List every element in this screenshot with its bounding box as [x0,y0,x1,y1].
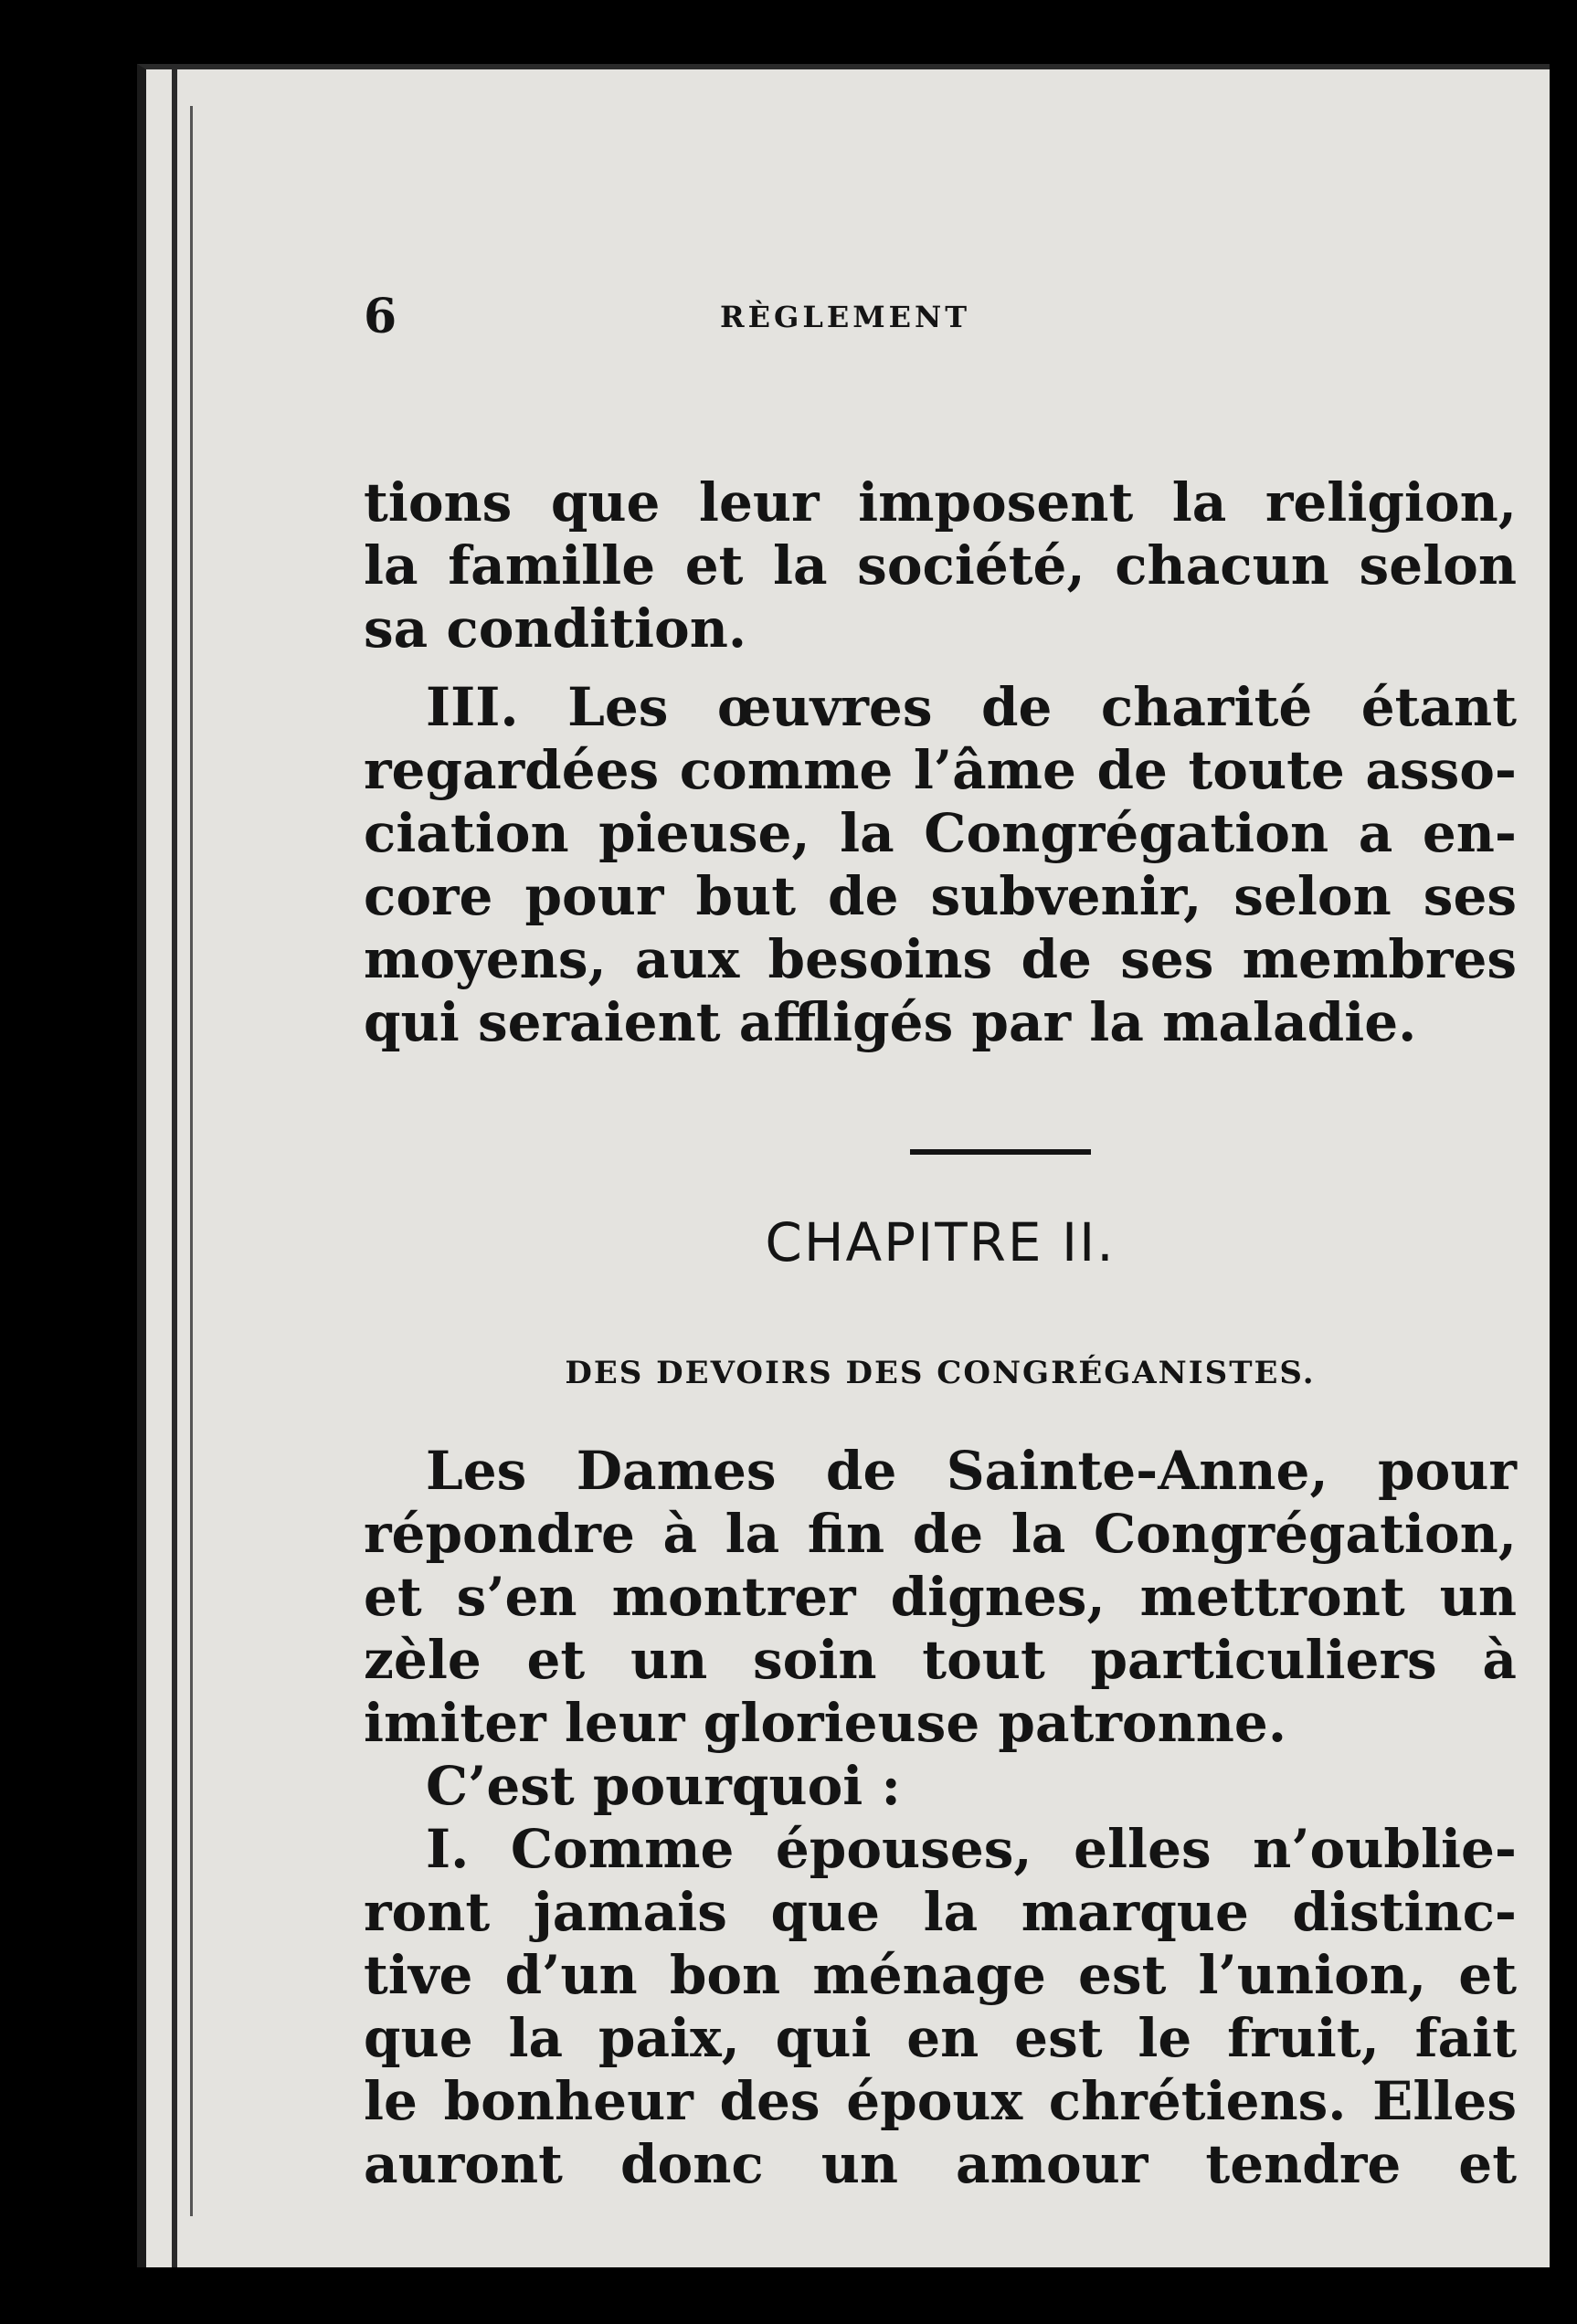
text-line: tions que leur imposent la religion, [364,471,1517,533]
text-line: et s’en montrer dignes, mettront un [364,1566,1517,1628]
text-line: C’est pourquoi : [426,1755,901,1817]
text-line: ciation pieuse, la Congrégation a en- [364,802,1517,864]
section-divider [910,1149,1091,1155]
running-head [364,289,1517,343]
text-line: zèle et un soin tout particuliers à [364,1629,1517,1691]
text-line: qui seraient affligés par la maladie. [364,991,1417,1053]
text-line: tive d’un bon ménage est l’union, et [364,1944,1517,2006]
paragraph-article-i [364,1818,1517,2196]
text-line: core pour but de subvenir, selon ses [364,865,1517,927]
text-line: ront jamais que la marque distinc- [364,1881,1517,1943]
paragraph-cest-pourquoi [364,1755,1517,1818]
page-number: 6 [364,289,397,344]
paragraph-continuation [364,471,1517,660]
chapter-subtitle: DES DEVOIRS DES CONGRÉGANISTES. [565,1355,1316,1391]
text-line: regardées comme l’âme de toute asso- [364,739,1517,801]
running-title: RÈGLEMENT [720,300,971,334]
paragraph-article-iii [364,676,1517,1054]
text-line: III. Les œuvres de charité étant [426,676,1517,738]
text-line: sa condition. [364,597,747,660]
text-line: le bonheur des époux chrétiens. Elles [364,2070,1517,2132]
text-line: Les Dames de Sainte-Anne, pour [426,1440,1517,1502]
text-line: répondre à la fin de la Congrégation, [364,1503,1517,1565]
text-line: moyens, aux besoins de ses membres [364,928,1517,990]
text-line: la famille et la société, chacun selon [364,534,1517,597]
chapter-title: CHAPITRE II. [765,1211,1116,1273]
book-page [137,64,1550,2267]
text-line: que la paix, qui en est le fruit, fait [364,2007,1517,2069]
paragraph-intro [364,1440,1517,1755]
text-line: imiter leur glorieuse patronne. [364,1692,1287,1754]
text-line: I. Comme épouses, elles n’oublie- [426,1818,1517,1880]
text-line: auront donc un amour tendre et [364,2133,1517,2195]
